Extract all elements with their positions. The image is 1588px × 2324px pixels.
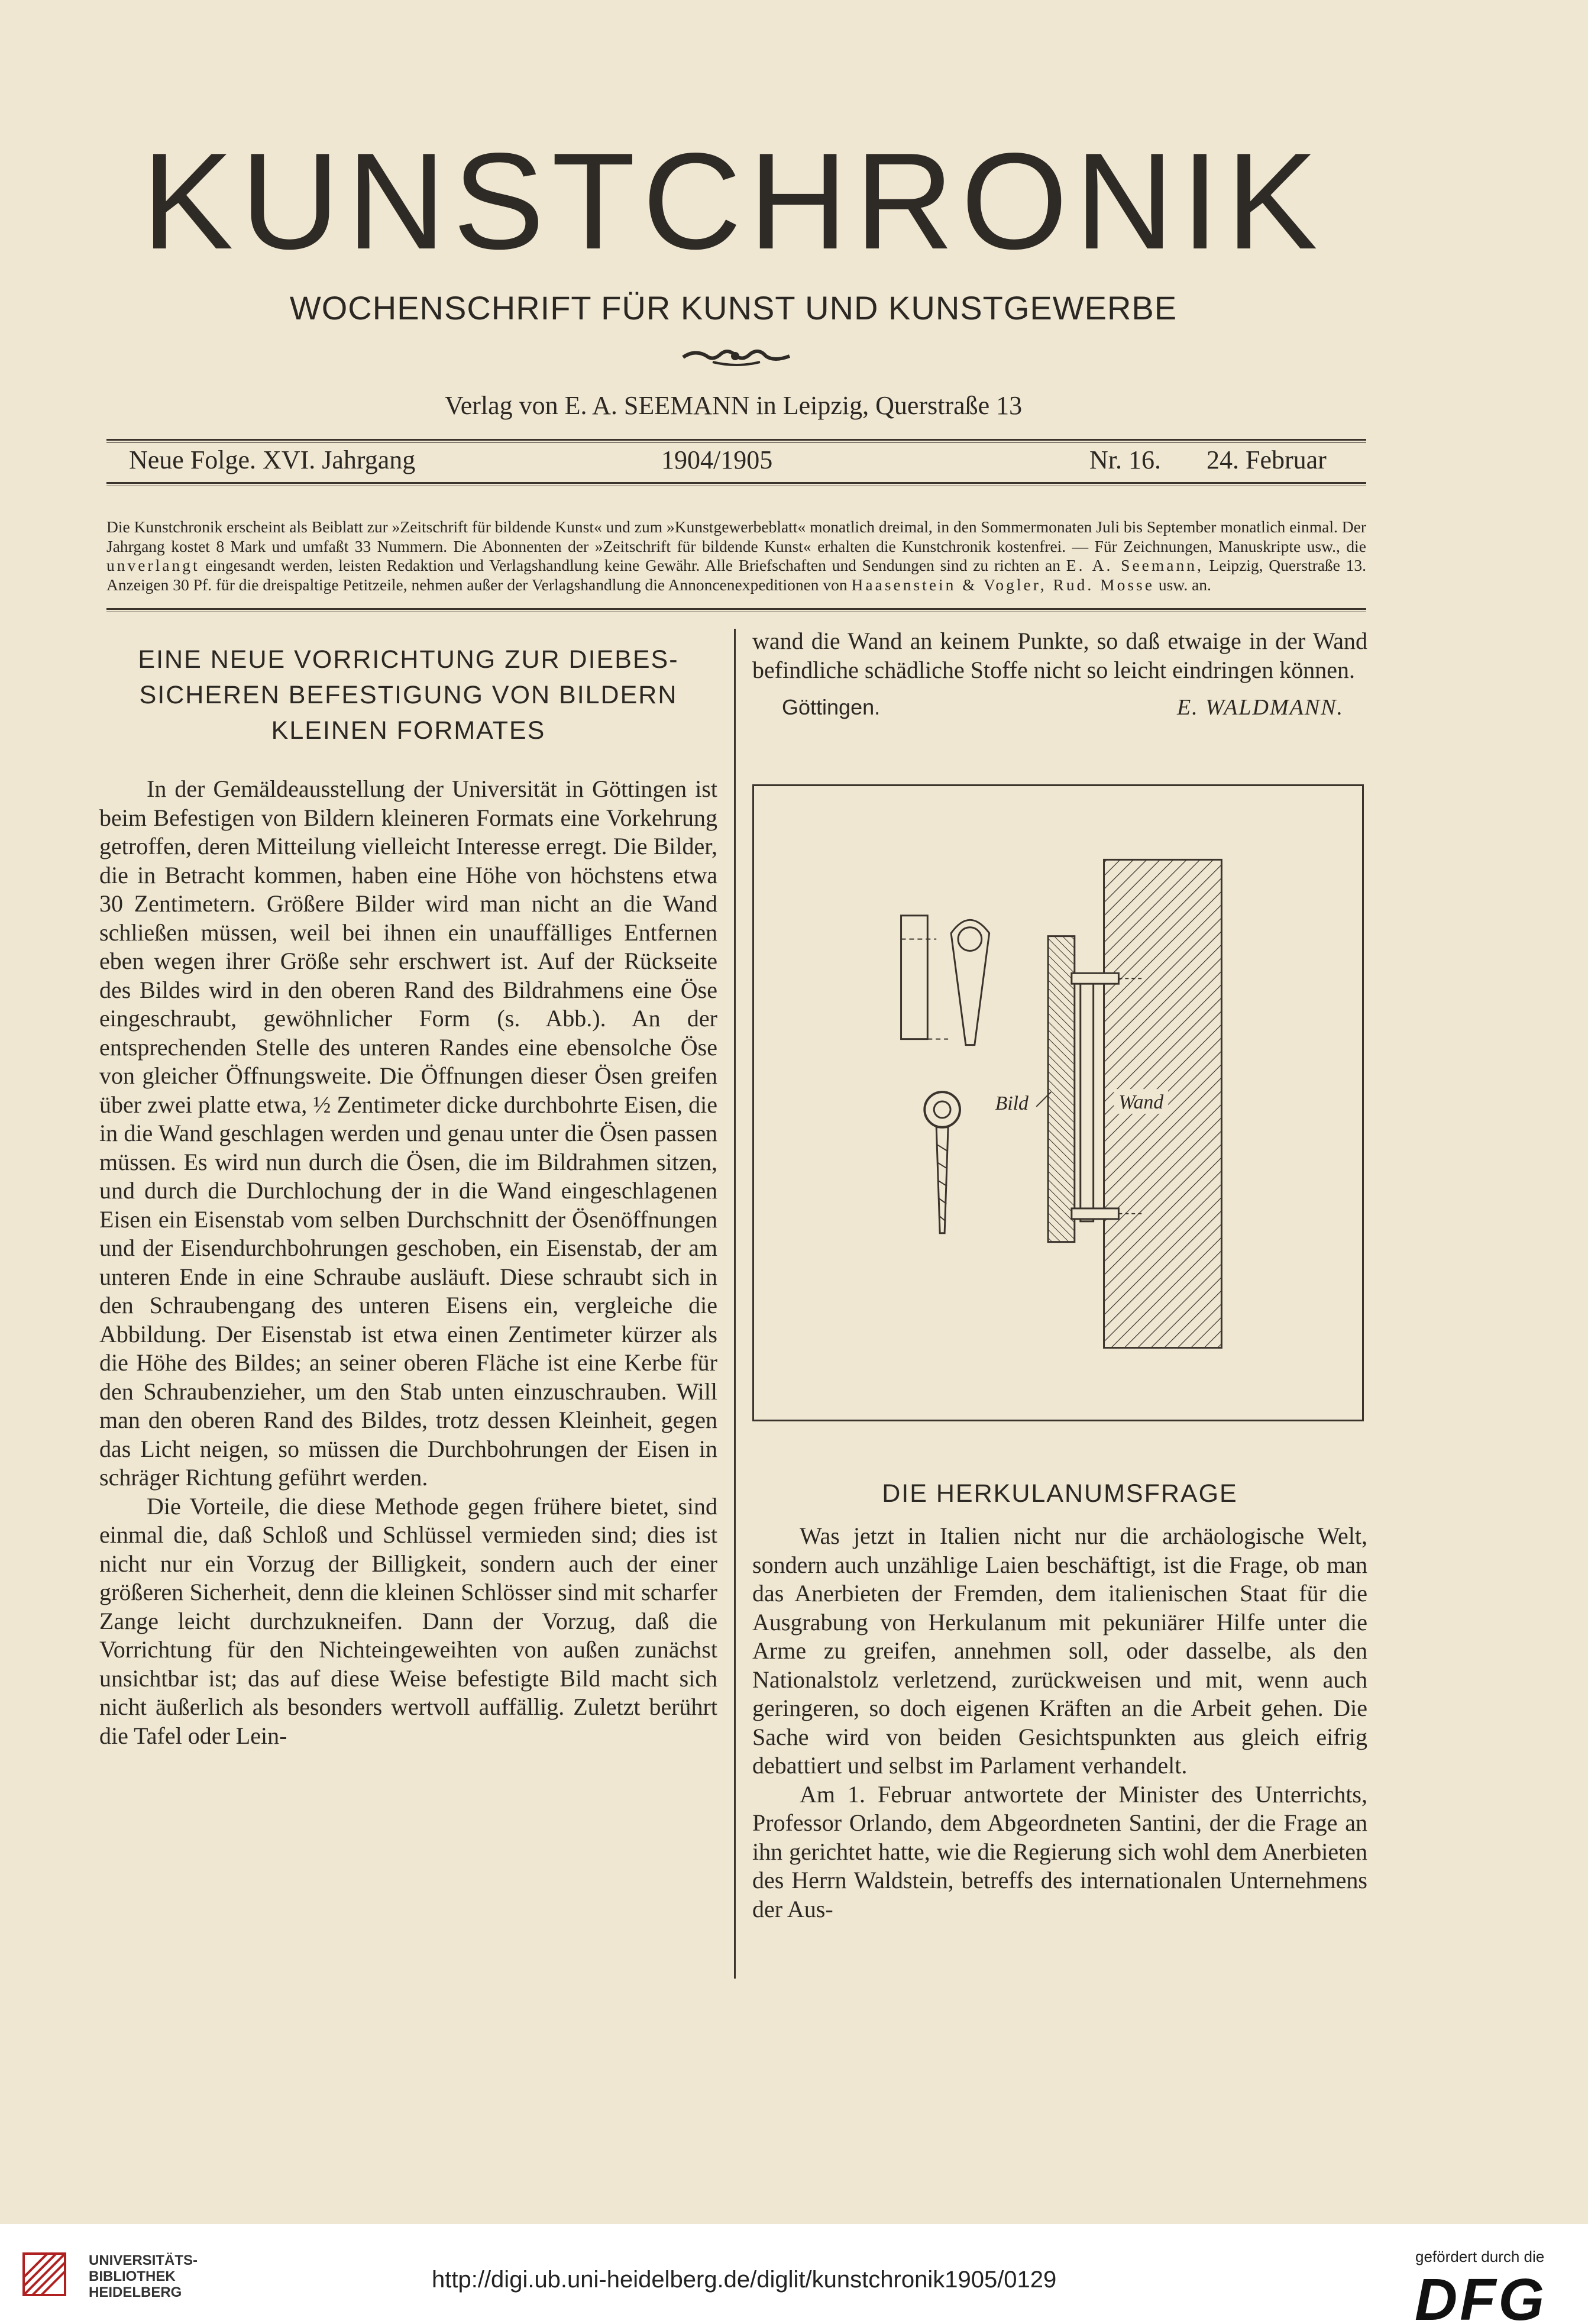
source-url-link[interactable]: http://digi.ub.uni-heidelberg.de/diglit/kunstchronik1905/0129 [432, 2267, 1057, 2293]
label-bild: Bild [995, 1092, 1029, 1114]
subscription-info: Die Kunstchronik erscheint als Beiblatt zur »Zeitschrift für bildende Kunst« und zum »Kunstgewerbeblatt« monatlich dreimal, in den Sommermonaten Juli bis September monatlich einmal. Der Jahrgang kostet 8 Mark und umfaßt 33 Nummern. Die Abonnenten der »Zeitschrift für bildende Kunst« erhalten die Kunstchronik kostenfrei. — Für Zeichnungen, Manuskripte usw., die unverlangt eingesandt werden, leisten Redaktion und Verlagshandlung keine Gewähr. Alle Briefschaften und Sendungen sind zu richten an E. A. Seemann, Leipzig, Querstraße 13. Anzeigen 30 Pf. für die dreispaltige Petitzeile, nehmen außer der Verlagshandlung die Annoncenexpeditionen von Haasenstein & Vogler, Rud. Mosse usw. an. [106, 518, 1367, 594]
article-paragraph: Am 1. Februar antwortete der Minister des Unterrichts, Professor Orlando, dem Abgeordneten Santini, der die Frage an ihn gerichtet hatte, wie die Regierung sich wohl dem Anerbieten des Herrn Waldstein, betreffs des internationalen Unternehmens der Aus- [752, 1780, 1367, 1922]
flat-iron-icon [901, 916, 989, 1045]
library-name: UNIVERSITÄTS- BIBLIOTHEK HEIDELBERG [89, 2252, 198, 2300]
university-library-logo-icon [18, 2248, 83, 2301]
label-wand: Wand [1118, 1091, 1164, 1113]
ornament-icon [677, 344, 795, 368]
iron-rod [1081, 974, 1094, 1221]
right-column-bottom [752, 1476, 1367, 1924]
issue-rule [106, 482, 1366, 484]
article-paragraph: Die Vorteile, die diese Methode gegen frühere bietet, sind einmal die, daß Schloß und Schlüssel vermieden sind; dies ist nicht nur ein Vorzug der Billigkeit, sondern auch der einer größeren Sicherheit, denn die kleinen Schlösser sind mit scharfer Zange leicht durchzukneifen. Dann der Vorzug, daß die Vorrichtung für den Nichteingeweihten von außen zunächst unsichtbar ist; das auf diese Weise befestigte Bild macht sich nicht äußerlich als besonders wertvoll auffällig. Zuletzt berührt die Tafel oder Lein- [99, 1492, 717, 1749]
issue-number: Nr. 16. [1089, 445, 1161, 474]
info-rule [106, 608, 1366, 610]
right-column-top [752, 627, 1367, 723]
top-rule-thin [106, 442, 1366, 443]
top-rule [106, 439, 1366, 441]
article-continuation: wand die Wand an keinem Punkte, so daß etwaige in der Wand befindliche schädliche Stoffe nicht so leicht eindringen können. [752, 628, 1367, 683]
article-paragraph: Was jetzt in Italien nicht nur die archäologische Welt, sondern auch unzählige Laien beschäftigt, ist die Frage, ob man das Anerbieten der Fremden, dem italienischen Staat für die Ausgrabung von Herkulanum mit pekuniärer Hilfe unter die Arme zu greifen, annehmen soll, oder dasselbe, als den Nationalstolz verletzend, zurückweisen und mit, wenn auch geringeren, so doch eigenen Kräften an die Arbeit gehen. Die Sache wird von beiden Gesichtspunkten aus gleich eifrig debattiert und selbst im Parlament verhandelt. [752, 1523, 1367, 1779]
dfg-logo: DFG [1415, 2267, 1547, 2324]
issue-date: 24. Februar [1207, 445, 1327, 474]
journal-subtitle: WOCHENSCHRIFT FÜR KUNST UND KUNSTGEWERBE [289, 289, 1178, 327]
mounting-diagram [752, 784, 1364, 1421]
left-column [99, 642, 717, 1750]
signature-row [752, 684, 1367, 723]
article-heading: EINE NEUE VORRICHTUNG ZUR DIEBES-SICHEREN BEFESTIGUNG VON BILDERN KLEINEN FORMATES [138, 645, 679, 745]
picture-frame-section [1048, 936, 1075, 1242]
article-heading: DIE HERKULANUMSFRAGE [882, 1479, 1238, 1508]
issue-series: Neue Folge. XVI. Jahrgang [129, 445, 416, 474]
article-paragraph: In der Gemäldeausstellung der Universität in Göttingen ist beim Befestigen von Bildern kleineren Formats eine Vorkehrung getroffen, deren Mitteilung vielleicht Interesse erregt. Die Bilder, die in Betracht kommen, haben eine Höhe von höchstens etwa 30 Zentimetern. Größere Bilder wird man nicht an die Wand schließen müssen, weil bei ihnen ein unauffälliges Entfernen eben wegen ihrer Größe sehr erschwert ist. Auf der Rückseite des Bildes wird in den oberen Rand des Bildrahmens eine Öse eingeschraubt, gewöhnlicher Form (s. Abb.). An der entsprechenden Stelle des unteren Randes eine ebensolche Öse von gleicher Öffnungsweite. Die Öffnungen dieser Ösen greifen über zwei platte etwa, ½ Zentimeter dicke durchbohrte Eisen, die in die Wand geschlagen werden und genau unter die Ösen passen müssen. Es wird nun durch die Ösen, die im Bildrahmen sitzen, und durch die Durchlochung der in die Wand eingeschlagenen Eisen ein Eisenstab vom selben Durchschnitt der Ösenöffnungen und der Eisendurchbohrungen geschoben, ein Eisenstab, der am unteren Ende in eine Schraube ausläuft. Diese schraubt sich in den Schraubengang des unteren Eisens ein, vergleiche die Abbildung. Der Eisenstab ist etwa einen Zentimeter kürzer als die Höhe des Bildes; an seiner oberen Fläche ist eine Kerbe für den Schraubenzieher, um den Stab unten einzuschrauben. Will man den oberen Rand des Bildes, trotz dessen Kleinheit, gegen das Licht neigen, so müssen die Durchbohrungen der Eisen in schräger Richtung geführt werden. [99, 775, 717, 1491]
publisher-line: Verlag von E. A. SEEMANN in Leipzig, Querstraße 13 [444, 391, 1023, 420]
eye-screw-icon [924, 1092, 960, 1233]
issue-year: 1904/1905 [661, 445, 773, 474]
article-author: E. WALDMANN. [1176, 695, 1344, 720]
article-place: Göttingen. [782, 695, 881, 719]
column-rule [734, 629, 736, 1979]
journal-title: KUNSTCHRONIK [141, 125, 1325, 278]
sponsor-caption: gefördert durch die [1415, 2248, 1545, 2265]
